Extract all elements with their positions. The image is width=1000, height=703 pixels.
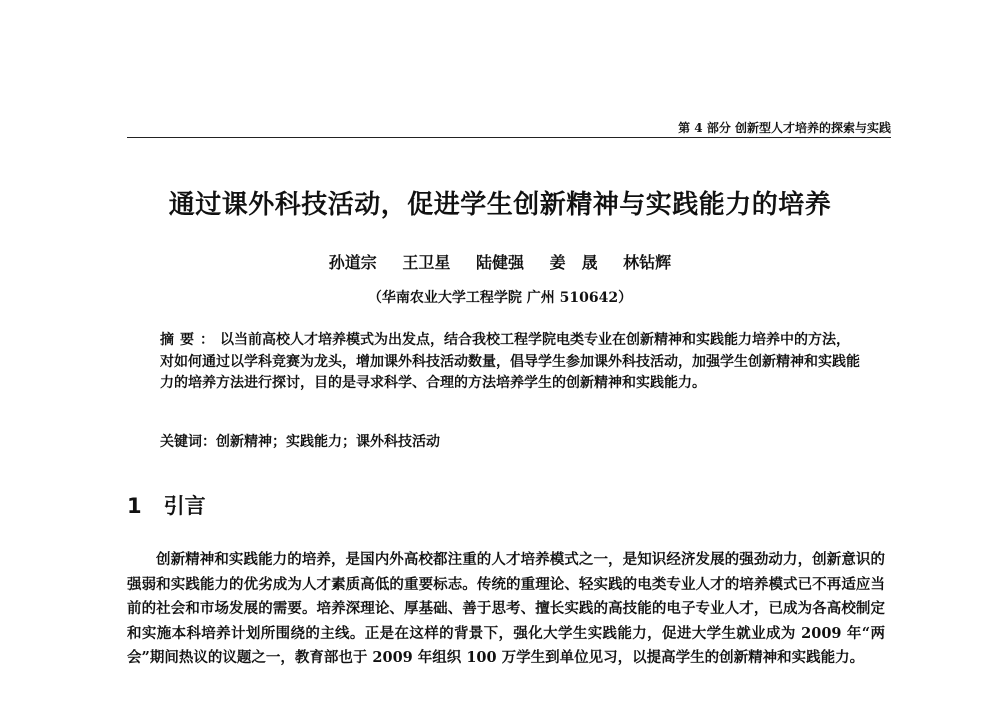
author-name: 林钻辉 [623,253,672,272]
section-number: 1 [127,494,142,518]
running-header: 第 4 部分 创新型人才培养的探索与实践 [678,121,891,135]
paper-title: 通过课外科技活动，促进学生创新精神与实践能力的培养 [168,190,832,220]
abstract-text: 以当前高校人才培养模式为出发点，结合我校工程学院电类专业在创新精神和实践能力培养中的方法，对如何通过以学科竞赛为龙头，增加课外科技活动数量，倡导学生参加课外科技活动，加强学生创新精神和实践能力的培养方法进行探讨，目的是寻求科学、合理的方法培养学生的创新精神和实践能力。 [160,332,860,391]
body-paragraph: 创新精神和实践能力的培养，是国内外高校都注重的人才培养模式之一，是知识经济发展的强劲动力，创新意识的强弱和实践能力的优劣成为人才素质高低的重要标志。传统的重理论、轻实践的电类专业人才的培养模式已不再适应当前的社会和市场发展的需要。培养深理论、厚基础、善于思考、擅长实践的高技能的电子专业人才，已成为各高校制定和实施本科培养计划所围绕的主线。正是在这样的背景下，强化大学生实践能力，促进大学生就业成为 2009 年“两会”期间热议的议题之一，教育部也于 2009 年组织 100 万学生到单位见习，以提高学生的创新精神和实践能力。 [127,551,885,666]
header-rule [127,137,891,138]
author-name: 姜 晟 [549,253,598,272]
section-title: 引言 [163,494,206,518]
author-name: 孙道宗 [328,253,377,272]
abstract-label: 摘要： [160,332,220,348]
keywords-text: 创新精神；实践能力；课外科技活动 [216,434,440,450]
author-name: 陆健强 [475,253,524,272]
keywords-label: 关键词： [160,434,216,450]
abstract [160,330,860,395]
affiliation: （华南农业大学工程学院 广州 510642） [367,290,633,306]
keywords [160,431,860,451]
author-name: 王卫星 [402,253,451,272]
author-list [0,250,1000,273]
section-heading [127,490,206,520]
